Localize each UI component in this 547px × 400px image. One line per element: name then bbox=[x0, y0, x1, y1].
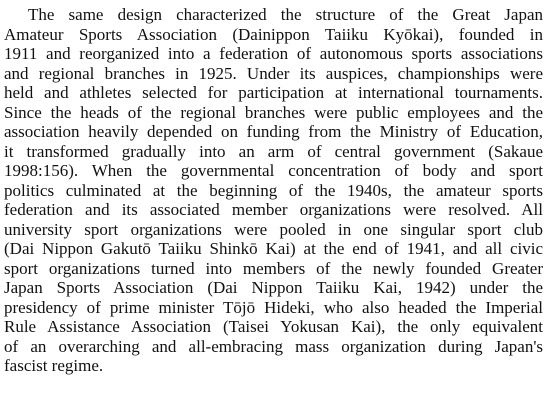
paragraph-line: fascist regime. bbox=[4, 356, 104, 375]
paragraph-line: of an overarching and all-embracing mass organization during Japan's bbox=[4, 336, 543, 356]
document-page bbox=[4, 5, 543, 376]
paragraph-line: association heavily depended on funding from the Ministry of Education, bbox=[4, 122, 543, 141]
paragraph-line: Japan Sports Association (Dai Nippon Taiiku Kai, 1942) under the bbox=[4, 278, 543, 297]
paragraph-line: The same design characterized the structure of the Great Japan bbox=[28, 5, 543, 24]
paragraph-line: held and athletes selected for participation at international tournaments. bbox=[4, 83, 543, 102]
paragraph-line: 1998:156). When the governmental concentration of body and sport bbox=[4, 161, 543, 180]
paragraph-line: federation and its associated member organizations were resolved. All bbox=[4, 200, 543, 219]
paragraph-line: it transformed gradually into an arm of central government (Sakaue bbox=[4, 141, 543, 161]
paragraph-line: and regional branches in 1925. Under its auspices, championships were bbox=[4, 63, 543, 83]
paragraph-line: Amateur Sports Association (Dainippon Taiiku Kyōkai), founded in bbox=[4, 24, 543, 44]
body-paragraph bbox=[4, 5, 543, 376]
paragraph-line: Rule Assistance Association (Taisei Yokusan Kai), the only equivalent bbox=[4, 317, 543, 336]
paragraph-line: sport organizations turned into members of the newly founded Greater bbox=[4, 258, 543, 278]
paragraph-line: Since the heads of the regional branches were public employees and the bbox=[4, 102, 543, 122]
paragraph-line: presidency of prime minister Tōjō Hideki, who also headed the Imperial bbox=[4, 297, 543, 317]
paragraph-line: university sport organizations were pooled in one singular sport club bbox=[4, 219, 543, 239]
paragraph-line: (Dai Nippon Gakutō Taiiku Shinkō Kai) at the end of 1941, and all civic bbox=[4, 239, 543, 258]
paragraph-line: politics culminated at the beginning of the 1940s, the amateur sports bbox=[4, 180, 543, 200]
paragraph-line: 1911 and reorganized into a federation of autonomous sports associations bbox=[4, 44, 543, 63]
